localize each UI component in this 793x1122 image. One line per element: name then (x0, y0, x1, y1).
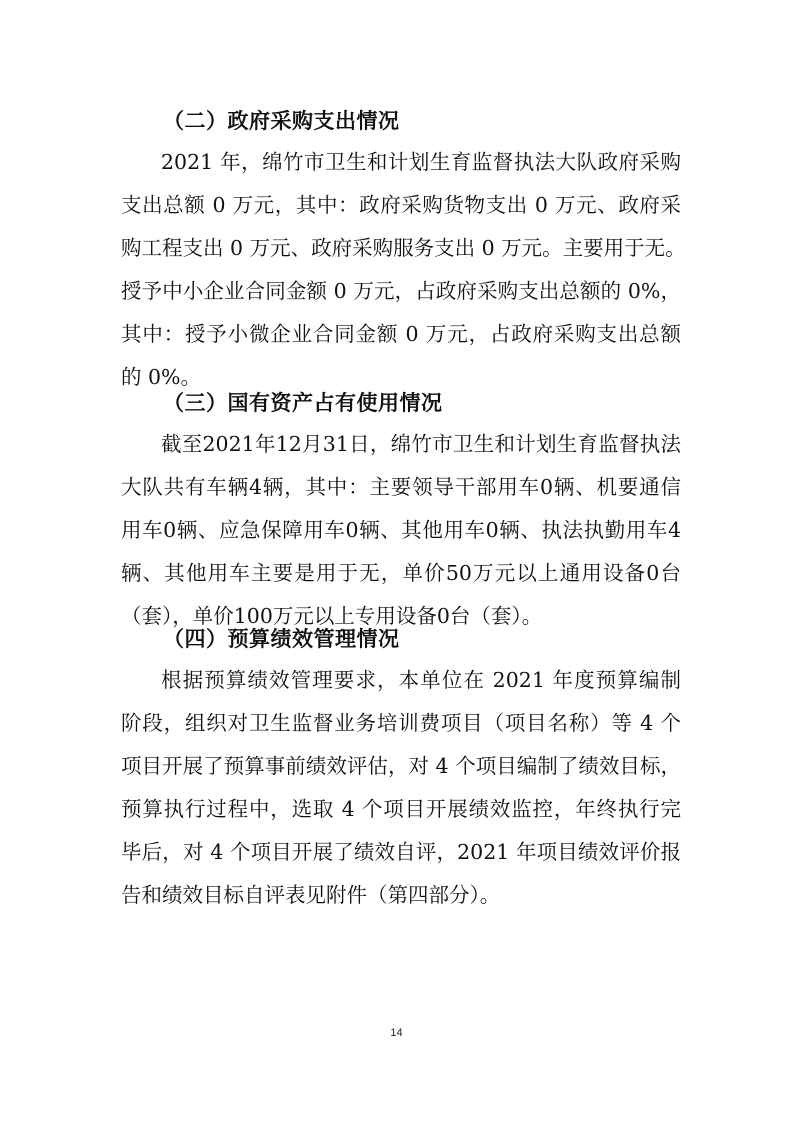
paragraph-line: （套），单价100万元以上专用设备0台（套）。 (121, 604, 543, 628)
paragraph-line: 辆、其他用车主要是用于无，单价50万元以上通用设备0台 (121, 561, 681, 585)
section-heading-assets: （三）国有资产占有使用情况 (163, 391, 443, 415)
paragraph-line: 根据预算绩效管理要求，本单位在 2021 年度预算编制 (161, 668, 681, 692)
paragraph-line: 支出总额 0 万元，其中：政府采购货物支出 0 万元、政府采 (121, 193, 681, 217)
paragraph-performance (121, 659, 681, 917)
paragraph-procurement (121, 141, 686, 399)
paragraph-line: 的 0%。 (121, 365, 202, 389)
paragraph-line: 毕后，对 4 个项目开展了绩效自评，2021 年项目绩效评价报 (121, 840, 681, 864)
section-heading-procurement: （二）政府采购支出情况 (163, 109, 400, 133)
section-heading-performance: （四）预算绩效管理情况 (163, 627, 400, 651)
paragraph-line: 阶段，组织对卫生监督业务培训费项目（项目名称）等 4 个 (121, 711, 681, 735)
paragraph-line: 大队共有车辆4辆，其中：主要领导干部用车0辆、机要通信 (121, 475, 681, 499)
paragraph-line: 其中：授予小微企业合同金额 0 万元，占政府采购支出总额 (121, 322, 681, 346)
paragraph-line: 授予中小企业合同金额 0 万元，占政府采购支出总额的 0%， (121, 279, 681, 303)
paragraph-line: 用车0辆、应急保障用车0辆、其他用车0辆、执法执勤用车4 (121, 518, 681, 542)
paragraph-line: 截至2021年12月31日，绵竹市卫生和计划生育监督执法 (161, 432, 681, 456)
paragraph-line: 项目开展了预算事前绩效评估，对 4 个项目编制了绩效目标， (121, 754, 681, 778)
paragraph-line: 告和绩效目标自评表见附件（第四部分）。 (121, 883, 501, 907)
paragraph-assets (121, 423, 681, 638)
paragraph-line: 购工程支出 0 万元、政府采购服务支出 0 万元。主要用于无。 (121, 236, 686, 260)
paragraph-line: 2021 年，绵竹市卫生和计划生育监督执法大队政府采购 (161, 150, 681, 174)
paragraph-line: 预算执行过程中，选取 4 个项目开展绩效监控，年终执行完 (121, 797, 681, 821)
page-number: 14 (390, 1027, 403, 1039)
